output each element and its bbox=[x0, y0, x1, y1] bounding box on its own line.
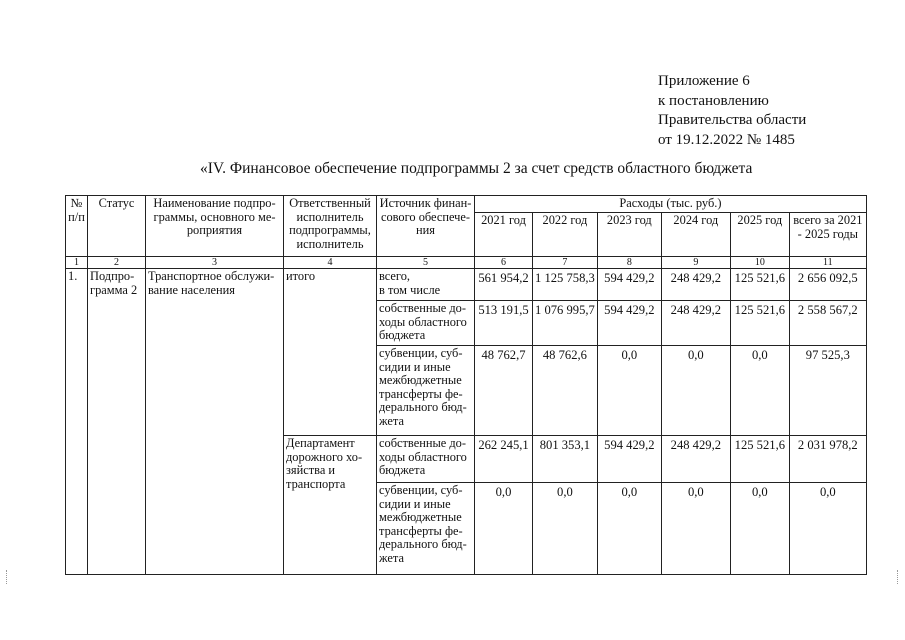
header-year-2023: 2023 год bbox=[597, 213, 661, 257]
header-status: Статус bbox=[88, 196, 146, 257]
value-cell: 2 656 092,5 bbox=[789, 269, 866, 301]
column-number: 9 bbox=[661, 257, 730, 269]
source-cell: собственные до- ходы областного бюджета bbox=[377, 436, 475, 483]
value-cell: 97 525,3 bbox=[789, 346, 866, 436]
column-number: 7 bbox=[533, 257, 598, 269]
value-cell: 2 558 567,2 bbox=[789, 301, 866, 346]
row-number: 1. bbox=[66, 269, 88, 575]
row-name: Транспортное обслужи- вание населения bbox=[146, 269, 284, 575]
value-cell: 0,0 bbox=[730, 483, 789, 575]
source-cell: субвенции, суб- сидии и иные межбюджетные трансферты фе- дерального бюд- жета bbox=[377, 346, 475, 436]
value-cell: 125 521,6 bbox=[730, 301, 789, 346]
column-number: 10 bbox=[730, 257, 789, 269]
column-number: 1 bbox=[66, 257, 88, 269]
header-name: Наименование подпро- граммы, основного ме- роприятия bbox=[146, 196, 284, 257]
value-cell: 0,0 bbox=[597, 483, 661, 575]
appendix-block bbox=[658, 72, 888, 150]
value-cell: 0,0 bbox=[789, 483, 866, 575]
value-cell: 1 076 995,7 bbox=[533, 301, 598, 346]
value-cell: 262 245,1 bbox=[475, 436, 533, 483]
value-cell: 801 353,1 bbox=[533, 436, 598, 483]
value-cell: 513 191,5 bbox=[475, 301, 533, 346]
value-cell: 0,0 bbox=[597, 346, 661, 436]
header-year-2024: 2024 год bbox=[661, 213, 730, 257]
source-cell: собственные до- ходы областного бюджета bbox=[377, 301, 475, 346]
value-cell: 248 429,2 bbox=[661, 436, 730, 483]
source-cell: субвенции, суб- сидии и иные межбюджетные трансферты фе- дерального бюд- жета bbox=[377, 483, 475, 575]
value-cell: 594 429,2 bbox=[597, 436, 661, 483]
value-cell: 0,0 bbox=[730, 346, 789, 436]
value-cell: 125 521,6 bbox=[730, 436, 789, 483]
column-number: 2 bbox=[88, 257, 146, 269]
source-cell: всего, в том числе bbox=[377, 269, 475, 301]
header-total: всего за 2021 - 2025 годы bbox=[789, 213, 866, 257]
header-num: № п/п bbox=[66, 196, 88, 257]
value-cell: 248 429,2 bbox=[661, 301, 730, 346]
value-cell: 2 031 978,2 bbox=[789, 436, 866, 483]
scan-edge-mark bbox=[6, 570, 8, 584]
value-cell: 561 954,2 bbox=[475, 269, 533, 301]
value-cell: 48 762,6 bbox=[533, 346, 598, 436]
scan-edge-mark bbox=[897, 570, 899, 584]
column-number: 8 bbox=[597, 257, 661, 269]
row-status: Подпро- грамма 2 bbox=[88, 269, 146, 575]
value-cell: 594 429,2 bbox=[597, 269, 661, 301]
header-responsible: Ответственный исполнитель подпрограммы, исполнитель bbox=[284, 196, 377, 257]
row-responsible-total: итого bbox=[284, 269, 377, 436]
header-year-2021: 2021 год bbox=[475, 213, 533, 257]
header-expenses: Расходы (тыс. руб.) bbox=[475, 196, 867, 213]
appendix-line: к постановлению bbox=[658, 92, 769, 109]
value-cell: 0,0 bbox=[533, 483, 598, 575]
appendix-line: от 19.12.2022 № 1485 bbox=[658, 131, 795, 148]
column-number: 4 bbox=[284, 257, 377, 269]
financing-table bbox=[65, 195, 867, 575]
value-cell: 1 125 758,3 bbox=[533, 269, 598, 301]
value-cell: 248 429,2 bbox=[661, 269, 730, 301]
column-number: 3 bbox=[146, 257, 284, 269]
value-cell: 0,0 bbox=[661, 346, 730, 436]
value-cell: 594 429,2 bbox=[597, 301, 661, 346]
value-cell: 0,0 bbox=[475, 483, 533, 575]
appendix-line: Правительства области bbox=[658, 112, 807, 128]
column-number: 5 bbox=[377, 257, 475, 269]
section-title: «IV. Финансовое обеспечение подпрограммы 2 за счет средств областного бюджета bbox=[200, 160, 753, 177]
column-number: 6 bbox=[475, 257, 533, 269]
appendix-line: Приложение 6 bbox=[658, 73, 750, 89]
value-cell: 0,0 bbox=[661, 483, 730, 575]
header-source: Источник финан- сового обеспече- ния bbox=[377, 196, 475, 257]
column-number: 11 bbox=[789, 257, 866, 269]
value-cell: 48 762,7 bbox=[475, 346, 533, 436]
value-cell: 125 521,6 bbox=[730, 269, 789, 301]
header-year-2022: 2022 год bbox=[533, 213, 598, 257]
header-year-2025: 2025 год bbox=[730, 213, 789, 257]
row-responsible-department: Департамент дорожного хо- зяйства и транспорта bbox=[284, 436, 377, 575]
